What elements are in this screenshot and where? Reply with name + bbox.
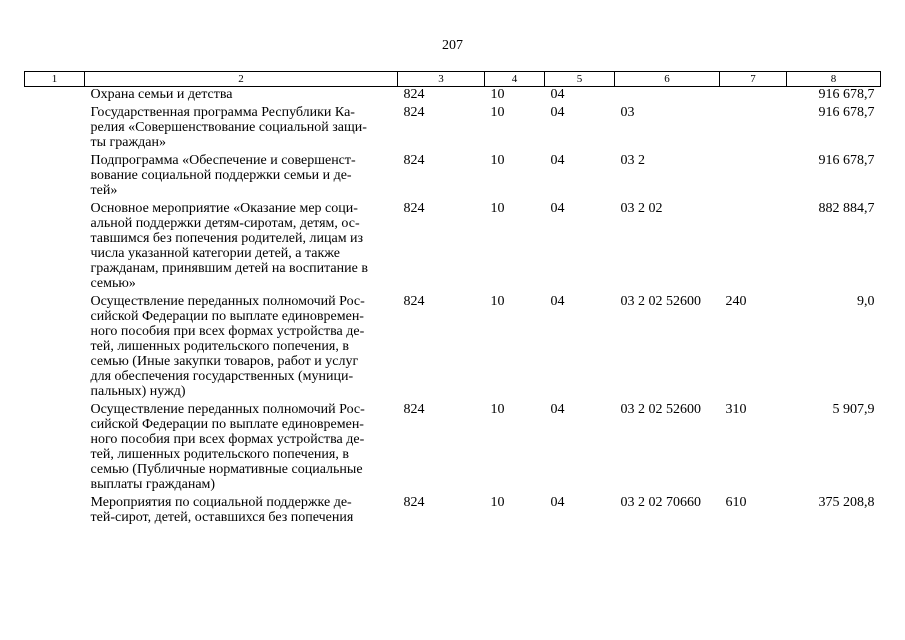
row-c6-cell: 03 2 02 52600 bbox=[620, 402, 701, 417]
row-name-line: тей» bbox=[90, 183, 118, 198]
row-index-cell bbox=[25, 294, 85, 402]
row-c7-cell bbox=[720, 87, 787, 106]
row-c3-cell: 824 bbox=[403, 495, 425, 510]
row-c6-cell: 03 2 02 52600 bbox=[620, 294, 701, 309]
row-c3-cell: 824 bbox=[403, 105, 425, 120]
page-number: 207 bbox=[442, 38, 463, 53]
row-name-cell bbox=[85, 105, 398, 153]
row-c6-cell bbox=[615, 87, 720, 106]
row-name-line: Государственная программа Республики Ка- bbox=[90, 105, 355, 120]
row-c4-cell: 10 bbox=[490, 294, 505, 309]
row-name-line: Мероприятия по социальной поддержке де- bbox=[90, 495, 352, 510]
row-index-cell bbox=[25, 495, 85, 528]
row-c8-cell: 9,0 bbox=[857, 294, 875, 309]
row-c7-cell bbox=[720, 153, 787, 201]
row-c7-cell: 240 bbox=[725, 294, 747, 309]
row-c8-cell: 5 907,9 bbox=[832, 402, 875, 417]
column-header: 7 bbox=[720, 72, 787, 87]
row-c3-cell: 824 bbox=[403, 153, 425, 168]
row-name-line: для обеспечения государственных (муници- bbox=[90, 369, 354, 384]
budget-table bbox=[24, 71, 881, 528]
row-name-line: ного пособия при всех формах устройства де- bbox=[90, 432, 365, 447]
row-name-line: числа указанной категории детей, а также bbox=[90, 246, 341, 261]
row-name-cell bbox=[85, 201, 398, 294]
column-header: 2 bbox=[85, 72, 398, 87]
table-row bbox=[25, 87, 881, 106]
table-row bbox=[25, 201, 881, 294]
row-index-cell bbox=[25, 87, 85, 106]
row-c8-cell: 916 678,7 bbox=[818, 153, 875, 168]
row-name-cell bbox=[85, 495, 398, 528]
row-c3-cell: 824 bbox=[403, 402, 425, 417]
row-name-line: тей, лишенных родительского попечения, в bbox=[90, 447, 349, 462]
row-index-cell bbox=[25, 153, 85, 201]
row-c4-cell: 10 bbox=[490, 495, 505, 510]
table-body bbox=[25, 87, 881, 529]
row-c4-cell: 10 bbox=[490, 402, 505, 417]
row-name-line: семью (Иные закупки товаров, работ и услуг bbox=[90, 354, 359, 369]
row-c8-cell: 916 678,7 bbox=[818, 87, 875, 102]
column-header: 5 bbox=[545, 72, 615, 87]
row-c3-cell: 824 bbox=[403, 201, 425, 216]
row-c6-cell: 03 bbox=[620, 105, 635, 120]
row-name-line: Осуществление переданных полномочий Рос- bbox=[90, 402, 365, 417]
row-c3-cell: 824 bbox=[403, 294, 425, 309]
row-index-cell bbox=[25, 105, 85, 153]
row-c5-cell: 04 bbox=[550, 105, 565, 120]
row-name-line: сийской Федерации по выплате единовремен- bbox=[90, 417, 364, 432]
column-header: 8 bbox=[787, 72, 881, 87]
row-name-cell bbox=[85, 87, 398, 106]
row-c8-cell: 916 678,7 bbox=[818, 105, 875, 120]
column-header: 4 bbox=[485, 72, 545, 87]
column-header: 1 bbox=[25, 72, 85, 87]
row-c5-cell: 04 bbox=[550, 402, 565, 417]
row-c5-cell: 04 bbox=[550, 294, 565, 309]
table-row bbox=[25, 402, 881, 495]
row-name-line: Основное мероприятие «Оказание мер соци- bbox=[90, 201, 358, 216]
row-name-line: Подпрограмма «Обеспечение и совершенст- bbox=[90, 153, 356, 168]
row-c4-cell: 10 bbox=[490, 87, 505, 102]
row-name-line: ты граждан» bbox=[90, 135, 166, 150]
row-name-line: сийской Федерации по выплате единовремен- bbox=[90, 309, 364, 324]
row-c4-cell: 10 bbox=[490, 105, 505, 120]
row-name-line: Осуществление переданных полномочий Рос- bbox=[90, 294, 365, 309]
row-index-cell bbox=[25, 201, 85, 294]
row-name-line: Охрана семьи и детства bbox=[90, 87, 233, 102]
column-header: 3 bbox=[398, 72, 485, 87]
row-name-line: тавшимся без попечения родителей, лицам из bbox=[90, 231, 364, 246]
row-name-line: ного пособия при всех формах устройства де- bbox=[90, 324, 365, 339]
row-c5-cell: 04 bbox=[550, 153, 565, 168]
row-c5-cell: 04 bbox=[550, 87, 565, 102]
column-header: 6 bbox=[615, 72, 720, 87]
row-name-line: семью» bbox=[90, 276, 136, 291]
row-c5-cell: 04 bbox=[550, 201, 565, 216]
row-c4-cell: 10 bbox=[490, 153, 505, 168]
row-name-line: гражданам, принявшим детей на воспитание в bbox=[90, 261, 368, 276]
table-row bbox=[25, 294, 881, 402]
row-c7-cell bbox=[720, 105, 787, 153]
row-index-cell bbox=[25, 402, 85, 495]
row-name-cell bbox=[85, 153, 398, 201]
row-c7-cell: 610 bbox=[725, 495, 747, 510]
row-c6-cell: 03 2 02 bbox=[620, 201, 663, 216]
row-name-line: выплаты гражданам) bbox=[90, 477, 216, 492]
row-c7-cell bbox=[720, 201, 787, 294]
row-c6-cell: 03 2 02 70660 bbox=[620, 495, 701, 510]
row-c6-cell: 03 2 bbox=[620, 153, 645, 168]
row-name-line: тей-сирот, детей, оставшихся без попечения bbox=[90, 510, 354, 525]
row-name-line: вование социальной поддержки семьи и де- bbox=[90, 168, 352, 183]
row-c8-cell: 375 208,8 bbox=[818, 495, 875, 510]
column-number-row bbox=[25, 72, 881, 87]
row-c7-cell: 310 bbox=[725, 402, 747, 417]
row-name-line: релия «Совершенствование социальной защи- bbox=[90, 120, 367, 135]
table-row bbox=[25, 105, 881, 153]
row-name-line: семью (Публичные нормативные социальные bbox=[90, 462, 363, 477]
table-row bbox=[25, 153, 881, 201]
row-c5-cell: 04 bbox=[550, 495, 565, 510]
row-name-line: тей, лишенных родительского попечения, в bbox=[90, 339, 349, 354]
row-c4-cell: 10 bbox=[490, 201, 505, 216]
table-row bbox=[25, 495, 881, 528]
row-name-line: пальных) нужд) bbox=[90, 384, 186, 399]
row-name-cell bbox=[85, 294, 398, 402]
row-name-line: альной поддержки детям-сиротам, детям, ос- bbox=[90, 216, 360, 231]
row-name-cell bbox=[85, 402, 398, 495]
row-c8-cell: 882 884,7 bbox=[818, 201, 875, 216]
row-c3-cell: 824 bbox=[403, 87, 425, 102]
